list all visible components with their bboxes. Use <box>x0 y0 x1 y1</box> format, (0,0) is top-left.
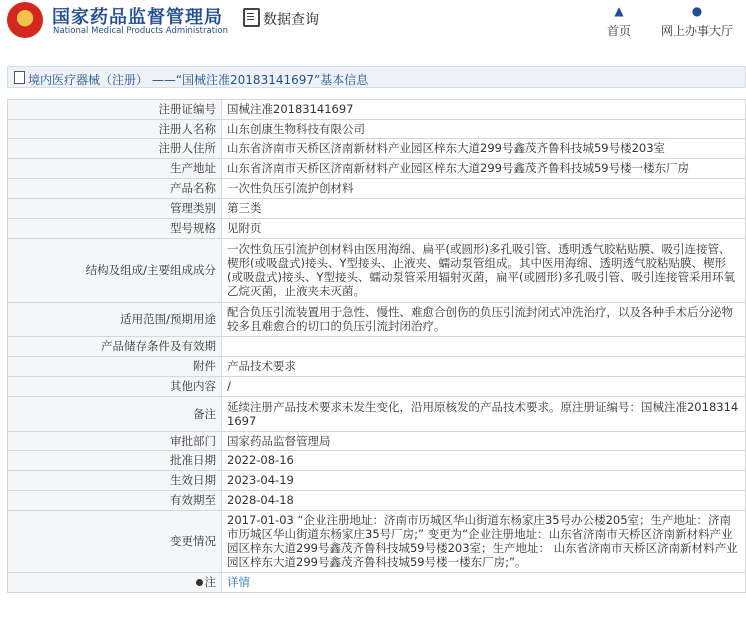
table-row <box>8 471 746 491</box>
row-label: 管理类别 <box>8 199 222 219</box>
row-value: 延续注册产品技术要求未发生变化，沿用原核发的产品技术要求。原注册证编号：国械注准20183141697 <box>222 397 746 432</box>
row-label: 审批部门 <box>8 432 222 451</box>
note-label: 注 <box>204 575 216 589</box>
table-row <box>8 120 746 139</box>
person-icon: ● <box>691 4 703 18</box>
nmpa-emblem-icon <box>7 2 43 38</box>
row-value: 2022-08-16 <box>222 451 746 471</box>
row-value: 山东省济南市天桥区济南新材料产业园区梓东大道299号鑫茂齐鲁科技城59号楼一楼东厂房 <box>222 159 746 179</box>
nav-home[interactable] <box>604 4 634 39</box>
row-label: 批准日期 <box>8 451 222 471</box>
table-row <box>8 432 746 451</box>
row-value: 国家药品监督管理局 <box>222 432 746 451</box>
row-value: 一次性负压引流护创材料由医用海绵、扁平(或圆形)多孔吸引管、透明透气胶粘贴膜、吸引连接管、楔形(或吸盘式)接头、Y型接头、止液夹、蠕动泵管组成。其中医用海绵、透明透气胶粘贴膜、楔形(或吸盘式)接头、Y型接头、蠕动泵管采用辐射灭菌，扁平(或圆形)多孔吸引管、吸引连接管采用环氧乙烷灭菌，止液夹未灭菌。 <box>222 239 746 303</box>
page-icon <box>14 71 25 84</box>
row-label: 产品名称 <box>8 179 222 199</box>
row-value: 2023-04-19 <box>222 471 746 491</box>
row-value: 山东省济南市天桥区济南新材料产业园区梓东大道299号鑫茂齐鲁科技城59号楼203室 <box>222 139 746 159</box>
data-query-label: 数据查询 <box>263 12 319 28</box>
table-row <box>8 199 746 219</box>
row-value: 产品技术要求 <box>222 357 746 377</box>
row-label: 生产地址 <box>8 159 222 179</box>
row-value: 一次性负压引流护创材料 <box>222 179 746 199</box>
row-label: 其他内容 <box>8 377 222 397</box>
row-label: 生效日期 <box>8 471 222 491</box>
table-row <box>8 337 746 357</box>
row-label: 注册人住所 <box>8 139 222 159</box>
row-value <box>222 337 746 357</box>
row-value: / <box>222 377 746 397</box>
table-row <box>8 491 746 511</box>
nav-home-label: 首页 <box>606 24 631 38</box>
table-row <box>8 451 746 471</box>
table-row <box>8 139 746 159</box>
row-value: 第三类 <box>222 199 746 219</box>
details-link[interactable]: 详情 <box>227 575 250 589</box>
row-label: 注册人名称 <box>8 120 222 139</box>
nav-online-hall[interactable] <box>658 4 736 39</box>
row-label: 附件 <box>8 357 222 377</box>
detail-table <box>7 99 746 593</box>
table-row <box>8 397 746 432</box>
row-value: 国械注准20183141697 <box>222 100 746 120</box>
document-icon <box>243 8 260 27</box>
note-label-cell <box>8 573 222 593</box>
row-label: 结构及组成/主要组成成分 <box>8 239 222 303</box>
row-label: 备注 <box>8 397 222 432</box>
pin-icon <box>196 579 203 586</box>
breadcrumb <box>7 66 746 88</box>
table-row <box>8 100 746 120</box>
table-row <box>8 303 746 337</box>
row-label: 有效期至 <box>8 491 222 511</box>
row-label: 变更情况 <box>8 511 222 573</box>
row-label: 型号规格 <box>8 219 222 239</box>
row-label: 产品储存条件及有效期 <box>8 337 222 357</box>
row-value: 2028-04-18 <box>222 491 746 511</box>
table-row <box>8 573 746 593</box>
table-row <box>8 239 746 303</box>
data-query-link[interactable] <box>243 8 319 29</box>
breadcrumb-text: 境内医疗器械（注册） ——“国械注准20183141697”基本信息 <box>28 73 369 87</box>
note-value-cell <box>222 573 746 593</box>
row-value: 2017-01-03 “企业注册地址：济南市历城区华山街道东杨家庄35号办公楼205室；生产地址：济南市历城区华山街道东杨家庄35号厂房;” 变更为“企业注册地址：山东省济南市天桥区济南新材料产业园区梓东大道299号鑫茂齐鲁科技城59号楼203室；生产地址： 山东省济南市天桥区济南新材料产业园区梓东大道299号鑫茂齐鲁科技城59号楼一楼东厂房;”。 <box>222 511 746 573</box>
table-row <box>8 179 746 199</box>
row-value: 配合负压引流装置用于急性、慢性、难愈合创伤的负压引流封闭式冲洗治疗，以及各种手术后分泌物较多且难愈合的切口的负压引流封闭治疗。 <box>222 303 746 337</box>
table-row <box>8 357 746 377</box>
site-header <box>0 0 746 48</box>
row-value: 山东创康生物科技有限公司 <box>222 120 746 139</box>
row-label: 适用范围/预期用途 <box>8 303 222 337</box>
home-icon: ▲ <box>614 4 624 18</box>
table-row <box>8 219 746 239</box>
brand-title: 国家药品监督管理局 <box>52 7 223 28</box>
table-row <box>8 159 746 179</box>
brand-subtitle: National Medical Products Administration <box>53 26 228 36</box>
table-row <box>8 511 746 573</box>
table-row <box>8 377 746 397</box>
nav-online-label: 网上办事大厅 <box>660 24 733 38</box>
row-label: 注册证编号 <box>8 100 222 120</box>
row-value: 见附页 <box>222 219 746 239</box>
